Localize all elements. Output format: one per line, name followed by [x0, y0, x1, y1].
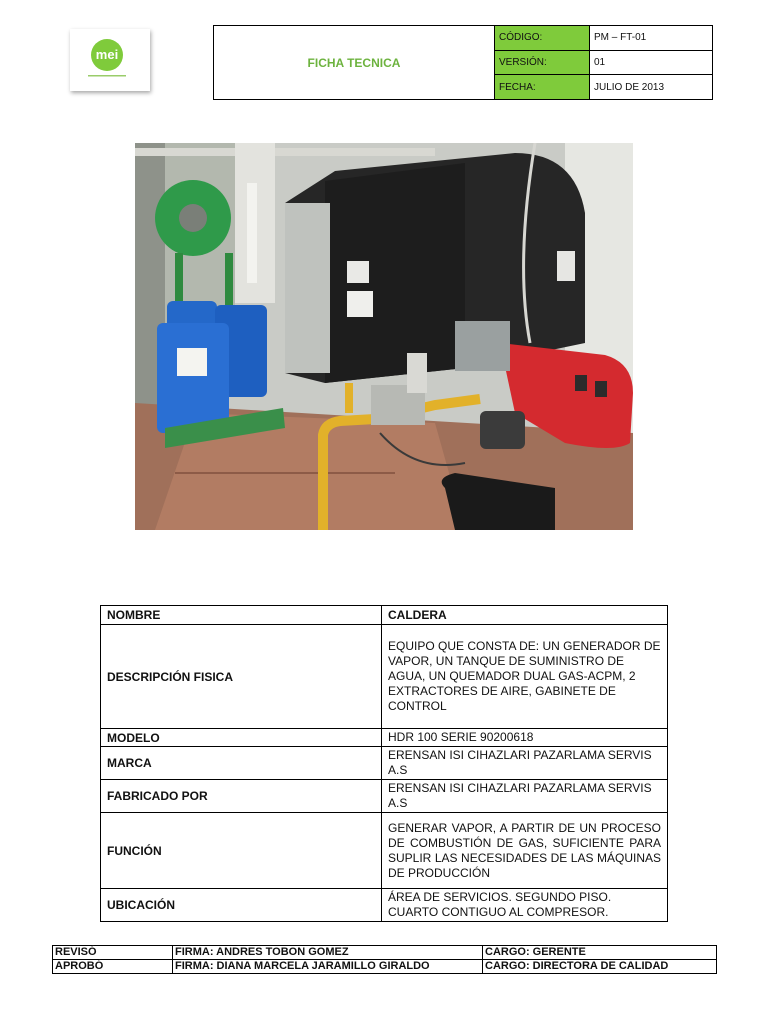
logo-icon: [70, 29, 150, 91]
logo-text: mei: [95, 47, 119, 62]
spec-value: GENERAR VAPOR, A PARTIR DE UN PROCESO DE COMBUSTIÓN DE GAS, SUFICIENTE PARA SUPLIR LAS NECESIDADES DE LAS MÁQUINAS DE PRODUCCIÓN: [382, 813, 668, 889]
table-row: [101, 625, 668, 729]
boiler-photo: [135, 143, 633, 530]
table-row: [101, 780, 668, 813]
spec-value: HDR 100 SERIE 90200618: [382, 729, 668, 747]
table-row: [101, 606, 668, 625]
table-row: [101, 889, 668, 922]
spec-value: ÁREA DE SERVICIOS. SEGUNDO PISO. CUARTO CONTIGUO AL COMPRESOR.: [382, 889, 668, 922]
spec-value: CALDERA: [382, 606, 668, 625]
spec-key: FABRICADO POR: [101, 780, 382, 813]
header-table: [213, 25, 713, 100]
code-value: PM – FT-01: [590, 26, 713, 51]
table-row: [101, 813, 668, 889]
code-label: CÓDIGO:: [495, 26, 590, 51]
spec-value: EQUIPO QUE CONSTA DE: UN GENERADOR DE VAPOR, UN TANQUE DE SUMINISTRO DE AGUA, UN QUEMADOR DUAL GAS-ACPM, 2 EXTRACTORES DE AIRE, GABINETE DE CONTROL: [382, 625, 668, 729]
spec-key: FUNCIÓN: [101, 813, 382, 889]
signature-role: APROBÓ: [53, 960, 173, 974]
table-row: [101, 729, 668, 747]
table-row: [53, 946, 717, 960]
spec-key: MODELO: [101, 729, 382, 747]
signature-role: REVISÓ: [53, 946, 173, 960]
signature-cargo: CARGO: DIRECTORA DE CALIDAD: [483, 960, 717, 974]
signature-firma: FIRMA: ANDRES TOBON GOMEZ: [173, 946, 483, 960]
spec-key: NOMBRE: [101, 606, 382, 625]
signature-cargo: CARGO: GERENTE: [483, 946, 717, 960]
spec-value: ERENSAN ISI CIHAZLARI PAZARLAMA SERVIS A.S: [382, 747, 668, 780]
signature-firma: FIRMA: DIANA MARCELA JARAMILLO GIRALDO: [173, 960, 483, 974]
table-row: [101, 747, 668, 780]
version-value: 01: [590, 50, 713, 75]
date-label: FECHA:: [495, 75, 590, 100]
specs-table: [100, 605, 668, 922]
spec-key: MARCA: [101, 747, 382, 780]
document-title: FICHA TECNICA: [214, 26, 495, 100]
table-row: [53, 960, 717, 974]
spec-key: UBICACIÓN: [101, 889, 382, 922]
spec-value: ERENSAN ISI CIHAZLARI PAZARLAMA SERVIS A.S: [382, 780, 668, 813]
company-logo: [70, 29, 150, 91]
version-label: VERSIÓN:: [495, 50, 590, 75]
spec-key: DESCRIPCIÓN FISICA: [101, 625, 382, 729]
date-value: JULIO DE 2013: [590, 75, 713, 100]
signatures-table: [52, 945, 717, 974]
